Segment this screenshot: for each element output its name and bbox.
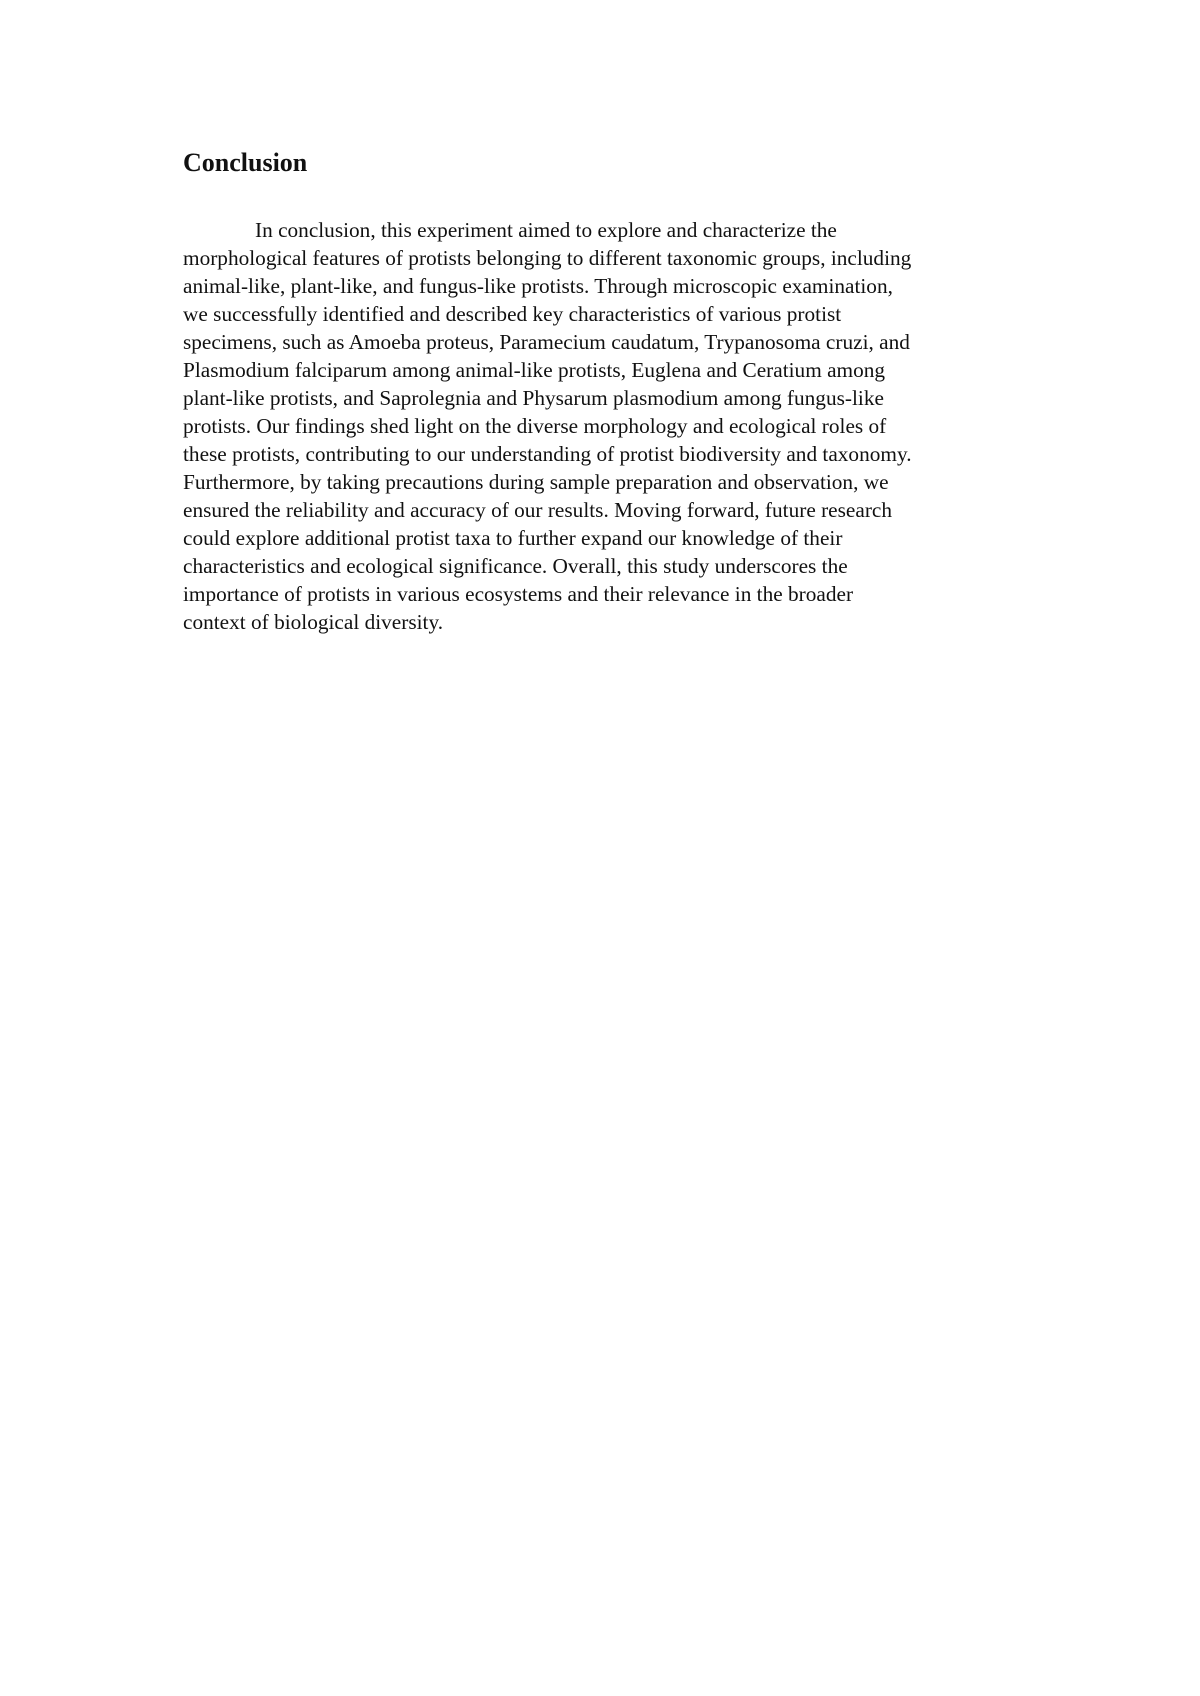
paragraph-line: In conclusion, this experiment aimed to explore and characterize the — [255, 218, 837, 242]
paragraph-line: characteristics and ecological significance. Overall, this study underscores the — [183, 554, 848, 578]
paragraph-line: plant-like protists, and Saprolegnia and Physarum plasmodium among fungus-like — [183, 386, 884, 410]
paragraph-line: protists. Our findings shed light on the diverse morphology and ecological roles of — [183, 414, 887, 438]
paragraph-line: these protists, contributing to our understanding of protist biodiversity and taxonomy. — [183, 442, 912, 466]
paragraph-line: we successfully identified and described key characteristics of various protist — [183, 302, 842, 326]
paragraph-line: morphological features of protists belonging to different taxonomic groups, including — [183, 246, 912, 270]
paragraph-line: importance of protists in various ecosystems and their relevance in the broader — [183, 582, 854, 606]
section-heading: Conclusion — [183, 148, 308, 177]
paragraph-line: Plasmodium falciparum among animal-like protists, Euglena and Ceratium among — [183, 358, 886, 382]
conclusion-paragraph — [183, 216, 1043, 636]
paragraph-line: animal-like, plant-like, and fungus-like protists. Through microscopic examination, — [183, 274, 893, 298]
paragraph-line: could explore additional protist taxa to further expand our knowledge of their — [183, 526, 843, 550]
paragraph-line: specimens, such as Amoeba proteus, Paramecium caudatum, Trypanosoma cruzi, and — [183, 330, 910, 354]
paragraph-line: Furthermore, by taking precautions during sample preparation and observation, we — [183, 470, 889, 494]
paragraph-line: context of biological diversity. — [183, 610, 444, 634]
paragraph-line: ensured the reliability and accuracy of our results. Moving forward, future research — [183, 498, 893, 522]
